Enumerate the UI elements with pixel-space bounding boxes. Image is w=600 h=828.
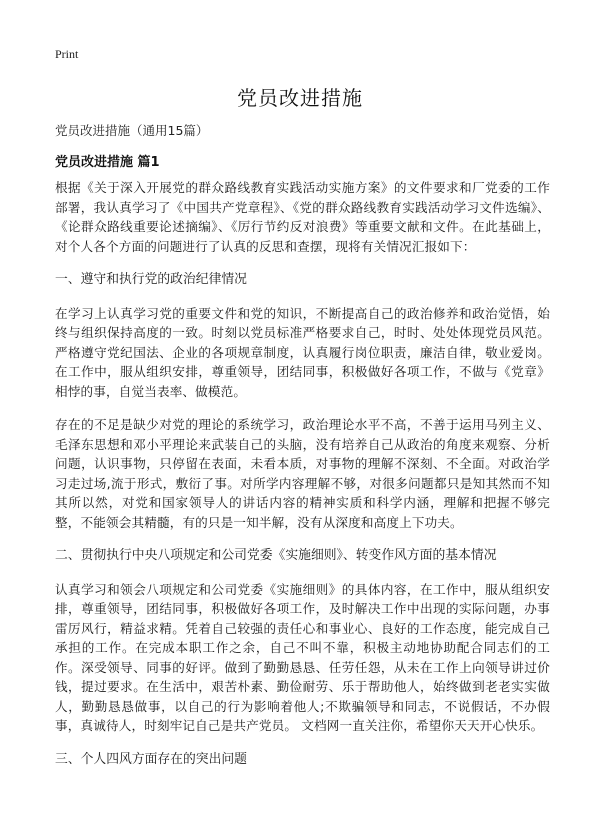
paragraph-discipline: 在学习上认真学习党的重要文件和党的知识，不断提高自己的政治修养和政治觉悟，始终与组织保持高度的一致。时刻以党员标准严格要求自己，时时、处处体现党员风范。严格遵守党纪国法、企业的各项规章制度，认真履行岗位职责，廉洁自律，敬业爱岗。在工作中，服从组织安排，尊重领导，团结同事，积极做好各项工作，不做与《党章》相悖的事，自觉当表率、做模范。 (55, 305, 550, 399)
document-subtitle: 党员改进措施（通用15篇） (55, 123, 209, 138)
document-title: 党员改进措施 (237, 86, 363, 110)
document-body (55, 178, 550, 783)
section-heading-2: 二、贯彻执行中央八项规定和公司党委《实施细则》、转变作风方面的基本情况 (55, 548, 497, 563)
paragraph-intro: 根据《关于深入开展党的群众路线教育实践活动实施方案》的文件要求和厂党委的工作部署，我认真学习了《中国共产党章程》、《党的群众路线教育实践活动学习文件选编》、《论群众路线重要论述摘编》、《厉行节约反对浪费》等重要文献和文件。在此基础上，对个人各个方面的问题进行了认真的反思和查摆，现将有关情况汇报如下： (55, 180, 550, 254)
section-heading-3: 三、个人四风方面存在的突出问题 (55, 751, 247, 767)
section-heading-1: 一、遵守和执行党的政治纪律情况 (55, 272, 247, 287)
paragraph-regulations: 认真学习和领会八项规定和公司党委《实施细则》的具体内容，在工作中，服从组织安排，尊重领导，团结同事，积极做好各项工作，及时解决工作中出现的实际问题，办事雷厉风行，精益求精。凭着自己较强的责任心和事业心、良好的工作态度，能完成自己承担的工作。在完成本职工作之余，自己不叫不靠，积极主动地协助配合同志们的工作。深受领导、同事的好评。做到了勤勤恳恳、任劳任怨，从未在工作上向领导讲过价钱，提过要求。在生活中，艰苦朴素、勤俭耐劳、乐于帮助他人，始终做到老老实实做人，勤勤恳恳做事，以自己的行为影响着他人;不欺骗领导和同志，不说假话，不办假事，真诚待人，时刻牢记自己是共产党员。 文档网一直关注你，希望你天天开心快乐。 (55, 581, 550, 733)
part-heading: 党员改进措施 篇1 (55, 155, 160, 170)
print-link[interactable]: Print (55, 47, 79, 61)
paragraph-shortcomings: 存在的不足是缺少对党的理论的系统学习，政治理论水平不高，不善于运用马列主义、毛泽东思想和邓小平理论来武装自己的头脑，没有培养自己从政治的角度来观察、分析问题，认识事物，只停留在表面，未看本质，对事物的理解不深刻、不全面。对政治学习走过场,流于形式，敷衍了事。对所学内容理解不够，对很多问题都只是知其然而不知其所以然，对党和国家领导人的讲话内容的精神实质和科学内涵，理解和把握不够完整，不能领会其精髓，有的只是一知半解，没有从深度和高度上下功夫。 (55, 417, 550, 530)
